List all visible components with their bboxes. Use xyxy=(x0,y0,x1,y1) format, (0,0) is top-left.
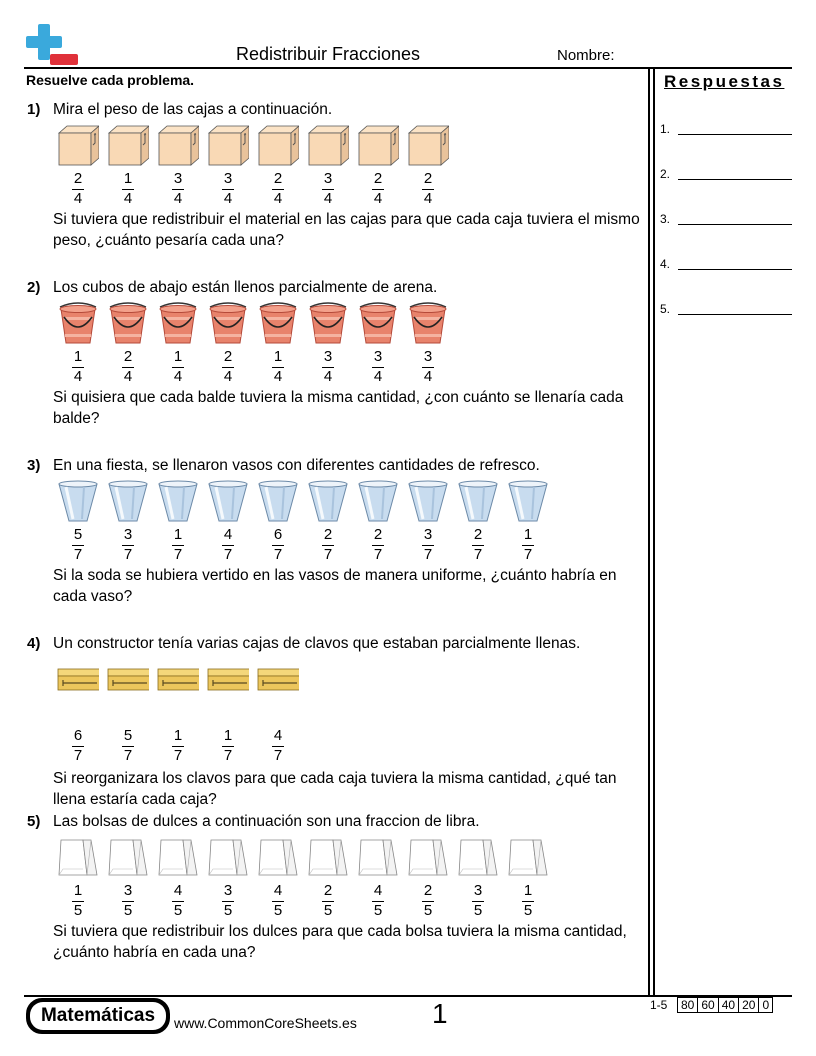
fraction-numerator: 3 xyxy=(473,882,483,899)
problem-2 xyxy=(0,279,648,449)
fraction xyxy=(53,527,103,563)
nail-box-icon xyxy=(57,657,99,701)
paper-bag-icon xyxy=(357,835,399,879)
fraction xyxy=(303,883,353,919)
fraction-numerator: 1 xyxy=(173,348,183,365)
answers-title: Respuestas xyxy=(664,72,785,91)
fraction-numerator: 2 xyxy=(473,526,483,543)
fraction-denominator: 5 xyxy=(373,902,383,919)
fraction-denominator: 4 xyxy=(73,368,83,385)
cardboard-box-icon xyxy=(257,123,299,167)
fraction xyxy=(353,883,403,919)
fraction xyxy=(353,171,403,207)
fraction-denominator: 7 xyxy=(523,546,533,563)
page-number: 1 xyxy=(432,998,448,1029)
score-table xyxy=(677,997,773,1013)
fraction-denominator: 7 xyxy=(173,546,183,563)
fraction-numerator: 3 xyxy=(223,882,233,899)
cup-icon xyxy=(207,479,249,523)
problem-question: Si tuviera que redistribuir los dulces para que cada bolsa tuviera la misma cantidad, ¿cuánto habría en cada una? xyxy=(53,923,627,961)
bucket-icon xyxy=(207,301,249,345)
problem-4 xyxy=(0,635,648,808)
fraction-numerator: 4 xyxy=(273,882,283,899)
fraction-numerator: 3 xyxy=(173,170,183,187)
fraction xyxy=(53,349,103,385)
header-divider xyxy=(24,67,792,69)
fraction-numerator: 3 xyxy=(123,882,133,899)
instructions: Resuelve cada problema. xyxy=(26,72,195,88)
fraction-numerator: 2 xyxy=(373,526,383,543)
fraction xyxy=(403,349,453,385)
answer-number: 1. xyxy=(660,122,671,136)
fraction xyxy=(103,728,153,764)
fraction xyxy=(53,728,103,764)
answer-column-divider-inner xyxy=(653,68,655,996)
page-title: Redistribuir Fracciones xyxy=(235,44,421,64)
answer-input-line[interactable] xyxy=(678,179,792,180)
nail-box-icon xyxy=(207,657,249,701)
fraction-denominator: 7 xyxy=(123,747,133,764)
nail-box-icon xyxy=(157,657,199,701)
fraction-denominator: 7 xyxy=(423,546,433,563)
fraction-denominator: 4 xyxy=(123,190,133,207)
fraction-numerator: 3 xyxy=(223,170,233,187)
score-cell: 40 xyxy=(718,998,738,1013)
fraction xyxy=(153,728,203,764)
fraction-denominator: 7 xyxy=(273,747,283,764)
problem-number: 3) xyxy=(27,457,41,474)
paper-bag-icon xyxy=(307,835,349,879)
cup-icon xyxy=(57,479,99,523)
fraction xyxy=(53,883,103,919)
fraction-denominator: 5 xyxy=(423,902,433,919)
fraction xyxy=(103,171,153,207)
cardboard-box-icon xyxy=(357,123,399,167)
fraction-numerator: 4 xyxy=(173,882,183,899)
fraction-denominator: 5 xyxy=(323,902,333,919)
answer-input-line[interactable] xyxy=(678,314,792,315)
fraction-denominator: 7 xyxy=(73,747,83,764)
problem-question: Si quisiera que cada balde tuviera la misma cantidad, ¿con cuánto se llenaría cada balde? xyxy=(53,389,624,427)
fraction-denominator: 4 xyxy=(373,190,383,207)
fraction-numerator: 2 xyxy=(323,882,333,899)
fraction xyxy=(253,171,303,207)
cup-icon xyxy=(357,479,399,523)
fraction-numerator: 2 xyxy=(423,882,433,899)
answer-column-divider xyxy=(648,68,650,996)
fraction xyxy=(103,349,153,385)
fraction-numerator: 2 xyxy=(273,170,283,187)
fraction xyxy=(153,349,203,385)
fraction-denominator: 5 xyxy=(123,902,133,919)
fraction xyxy=(353,527,403,563)
problem-intro: En una fiesta, se llenaron vasos con diferentes cantidades de refresco. xyxy=(53,457,540,474)
fraction xyxy=(453,883,503,919)
problem-intro: Los cubos de abajo están llenos parcialmente de arena. xyxy=(53,279,438,296)
answer-row xyxy=(660,255,792,275)
cup-icon xyxy=(157,479,199,523)
cup-icon xyxy=(107,479,149,523)
fraction-denominator: 4 xyxy=(223,190,233,207)
problem-5 xyxy=(0,813,648,983)
fraction xyxy=(253,349,303,385)
answer-number: 3. xyxy=(660,212,671,226)
fraction-denominator: 4 xyxy=(223,368,233,385)
fraction-numerator: 6 xyxy=(273,526,283,543)
score-cell: 60 xyxy=(698,998,718,1013)
paper-bag-icon xyxy=(207,835,249,879)
problem-question: Si reorganizara los clavos para que cada caja tuviera la misma cantidad, ¿qué tan llena estaría cada caja? xyxy=(53,770,617,808)
fraction xyxy=(203,728,253,764)
fraction xyxy=(203,883,253,919)
problem-question: Si tuviera que redistribuir el material en las cajas para que cada caja tuviera el mismo peso, ¿cuánto pesaría cada una? xyxy=(53,211,640,249)
paper-bag-icon xyxy=(257,835,299,879)
bucket-icon xyxy=(357,301,399,345)
fraction-denominator: 4 xyxy=(273,190,283,207)
fraction xyxy=(203,171,253,207)
name-label: Nombre: xyxy=(557,47,615,64)
fraction-numerator: 3 xyxy=(423,526,433,543)
answer-number: 5. xyxy=(660,302,671,316)
fraction xyxy=(153,171,203,207)
fraction xyxy=(303,527,353,563)
answer-input-line[interactable] xyxy=(678,134,792,135)
fraction-numerator: 4 xyxy=(273,727,283,744)
fraction-denominator: 5 xyxy=(73,902,83,919)
problem-question: Si la soda se hubiera vertido en las vasos de manera uniforme, ¿cuánto habría en cada vaso? xyxy=(53,567,617,605)
paper-bag-icon xyxy=(507,835,549,879)
answer-input-line[interactable] xyxy=(678,224,792,225)
fraction-numerator: 1 xyxy=(173,526,183,543)
cardboard-box-icon xyxy=(407,123,449,167)
fraction-numerator: 2 xyxy=(373,170,383,187)
fraction xyxy=(153,527,203,563)
cup-icon xyxy=(257,479,299,523)
fraction-numerator: 1 xyxy=(223,727,233,744)
fraction xyxy=(403,527,453,563)
fraction xyxy=(53,171,103,207)
fraction-numerator: 3 xyxy=(423,348,433,365)
fraction-numerator: 3 xyxy=(373,348,383,365)
problem-number: 1) xyxy=(27,101,41,118)
fraction-denominator: 5 xyxy=(223,902,233,919)
fraction xyxy=(253,883,303,919)
fraction-denominator: 4 xyxy=(323,190,333,207)
answer-row xyxy=(660,210,792,230)
problem-number: 4) xyxy=(27,635,41,652)
fraction xyxy=(503,883,553,919)
fraction-denominator: 5 xyxy=(173,902,183,919)
problem-intro: Las bolsas de dulces a continuación son una fraccion de libra. xyxy=(53,813,480,830)
cardboard-box-icon xyxy=(107,123,149,167)
problem-intro: Un constructor tenía varias cajas de clavos que estaban parcialmente llenas. xyxy=(53,635,581,652)
fraction-denominator: 7 xyxy=(73,546,83,563)
cardboard-box-icon xyxy=(57,123,99,167)
fraction-denominator: 7 xyxy=(123,546,133,563)
fraction-denominator: 7 xyxy=(323,546,333,563)
fraction xyxy=(353,349,403,385)
fraction xyxy=(203,349,253,385)
fraction-denominator: 7 xyxy=(223,747,233,764)
fraction-denominator: 5 xyxy=(523,902,533,919)
fraction xyxy=(203,527,253,563)
bucket-icon xyxy=(257,301,299,345)
fraction-numerator: 1 xyxy=(523,882,533,899)
fraction-numerator: 1 xyxy=(123,170,133,187)
fraction-denominator: 4 xyxy=(423,368,433,385)
answer-row xyxy=(660,165,792,185)
fraction-numerator: 5 xyxy=(73,526,83,543)
fraction xyxy=(253,728,303,764)
fraction-numerator: 6 xyxy=(73,727,83,744)
fraction-denominator: 4 xyxy=(123,368,133,385)
fraction-numerator: 3 xyxy=(123,526,133,543)
fraction-numerator: 2 xyxy=(123,348,133,365)
fraction-numerator: 2 xyxy=(73,170,83,187)
fraction-numerator: 1 xyxy=(273,348,283,365)
answer-row xyxy=(660,120,792,140)
fraction xyxy=(403,171,453,207)
fraction-denominator: 7 xyxy=(473,546,483,563)
problem-intro: Mira el peso de las cajas a continuación. xyxy=(53,101,333,118)
fraction-numerator: 4 xyxy=(223,526,233,543)
problem-number: 2) xyxy=(27,279,41,296)
fraction-denominator: 5 xyxy=(273,902,283,919)
bucket-icon xyxy=(407,301,449,345)
fraction-numerator: 5 xyxy=(123,727,133,744)
answer-number: 2. xyxy=(660,167,671,181)
bucket-icon xyxy=(307,301,349,345)
fraction-denominator: 4 xyxy=(73,190,83,207)
cup-icon xyxy=(407,479,449,523)
fraction-denominator: 4 xyxy=(273,368,283,385)
brand-label: Matemáticas xyxy=(40,1005,156,1026)
cup-icon xyxy=(307,479,349,523)
fraction-numerator: 1 xyxy=(73,882,83,899)
fraction-numerator: 3 xyxy=(323,348,333,365)
answer-input-line[interactable] xyxy=(678,269,792,270)
cup-icon xyxy=(507,479,549,523)
fraction-numerator: 1 xyxy=(73,348,83,365)
answer-row xyxy=(660,300,792,320)
fraction-denominator: 7 xyxy=(373,546,383,563)
bucket-icon xyxy=(57,301,99,345)
cardboard-box-icon xyxy=(307,123,349,167)
paper-bag-icon xyxy=(57,835,99,879)
nail-box-icon xyxy=(107,657,149,701)
score-range: 1-5 xyxy=(650,998,668,1012)
fraction xyxy=(153,883,203,919)
fraction-denominator: 7 xyxy=(173,747,183,764)
fraction xyxy=(103,527,153,563)
site-url[interactable]: www.CommonCoreSheets.es xyxy=(174,1015,357,1031)
fraction-denominator: 4 xyxy=(373,368,383,385)
fraction-numerator: 4 xyxy=(373,882,383,899)
score-cell: 20 xyxy=(739,998,759,1013)
fraction-numerator: 1 xyxy=(523,526,533,543)
fraction-denominator: 7 xyxy=(273,546,283,563)
problem-3 xyxy=(0,457,648,627)
fraction-denominator: 4 xyxy=(323,368,333,385)
fraction xyxy=(453,527,503,563)
fraction xyxy=(403,883,453,919)
fraction-denominator: 4 xyxy=(173,368,183,385)
fraction-numerator: 1 xyxy=(173,727,183,744)
paper-bag-icon xyxy=(457,835,499,879)
fraction xyxy=(303,349,353,385)
fraction-numerator: 2 xyxy=(323,526,333,543)
problem-1 xyxy=(0,101,648,271)
fraction-denominator: 4 xyxy=(173,190,183,207)
fraction-denominator: 7 xyxy=(223,546,233,563)
paper-bag-icon xyxy=(407,835,449,879)
cup-icon xyxy=(457,479,499,523)
fraction-numerator: 2 xyxy=(223,348,233,365)
fraction-denominator: 4 xyxy=(423,190,433,207)
paper-bag-icon xyxy=(157,835,199,879)
fraction xyxy=(103,883,153,919)
score-cell: 0 xyxy=(759,998,773,1013)
cardboard-box-icon xyxy=(157,123,199,167)
cardboard-box-icon xyxy=(207,123,249,167)
answer-number: 4. xyxy=(660,257,671,271)
fraction xyxy=(303,171,353,207)
paper-bag-icon xyxy=(107,835,149,879)
problem-number: 5) xyxy=(27,813,41,830)
fraction xyxy=(503,527,553,563)
fraction xyxy=(253,527,303,563)
score-cell: 80 xyxy=(678,998,698,1013)
fraction-denominator: 5 xyxy=(473,902,483,919)
nail-box-icon xyxy=(257,657,299,701)
brand-badge xyxy=(26,998,170,1034)
fraction-numerator: 3 xyxy=(323,170,333,187)
bucket-icon xyxy=(107,301,149,345)
fraction-numerator: 2 xyxy=(423,170,433,187)
bucket-icon xyxy=(157,301,199,345)
